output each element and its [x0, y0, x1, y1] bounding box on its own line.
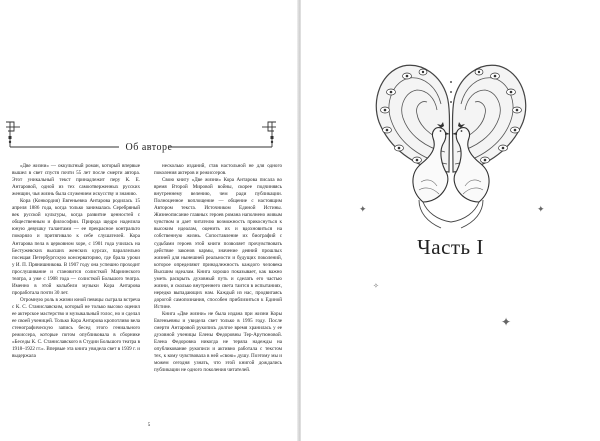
part-title: Часть I: [417, 235, 484, 259]
paragraph: «Две жизни» — оккультный роман, который впервые вышел в свет спустя почти 55 лет после смерти автора. Этот уникальный текст принадлежит перу К. Е. Антаровой, одной из тех самоотверженных русских женщин, чья жизнь была служением искусству и знанию.: [12, 163, 140, 198]
paragraph: Огромную роль в жизни юной певицы сыграла встреча с К. С. Станиславским, который не только высоко оценил ее актерское мастерство и музыкальный голос, но и сделал ее своей ученицей. Только Кора Антарова кропотливо вела стенографическую запись бесед этого гениального режиссера, которые потом опубликовала в сборнике «Беседы К. С. Станиславского в Студии Большого театра в 1918–1922 гг.». Впервые эта книга увидела свет в 1939 г. и выдержала: [12, 296, 140, 360]
section-title: Об авторе: [125, 142, 173, 153]
text-column-right: [154, 163, 282, 374]
text-column-left: [12, 163, 140, 360]
paragraph: Кора (Конкордия) Евгеньевна Антарова родилась 15 апреля 1886 года, когда только занималась Серебряный век русской культуры, когда развитие ценностей с общественным и философии. Природа щедро наделила юную девушку талантами — ее прекрасное контральто покоряло и притягивало к себе слушателей. Кора Антарова пела в церковном хоре, с 1901 года училась на Бестужевских высших женских курсах, параллельно посещая Петербургскую консерваторию, где брала уроки у И. П. Прянишникова. В 1907 году она успешно проходит прослушивание и становится солисткой Мариинского театра, а уже с 1908 года — солисткой Большого театра. Именно в этой колыбели музыки Кора Антарова проработала почти 30 лет.: [12, 198, 140, 296]
left-page: [0, 0, 298, 441]
paragraph: Книга «Две жизни» не была издана при жизни Коры Евгеньевны и увидела свет только в 1995 году. После смерти Антаровой рукопись долгое время хранилась у ее духовной ученицы Елены Федоровны Тер-Арутюновой. Елена Федоровна никогда не теряла надежды на опубликование рукописи и активно работала с текстом тех, к кому чувствовала в ней «свою» душу. Поэтому мы и можем сегодня узнать, что этой книгой дождались публикации не одного поколения читателей.: [154, 310, 282, 374]
right-page: [301, 0, 600, 441]
paragraph: несколько изданий, став настольной не для одного поколения актеров и режиссеров.: [154, 163, 282, 177]
star-icon: ✦: [359, 204, 367, 214]
page-number: 5: [147, 423, 151, 428]
star-icon: ✧: [373, 282, 379, 290]
paragraph: Свою книгу «Две жизни» Кора Антарова писала во время Второй Мировой войны, скорее подчиняясь внутреннему велению, чем ради публикации. Полноценное воплощение — общение с настоящим Автором текста. Источником Единой Истины. Жизнеописание главных героев романа наполнено живым чувством и дает читателю возможность прикоснуться к высоким идеалам, оценить их и вдохновиться на собственную жизнь. Сопоставление их биографий с судьбами героев этой книги позволяет прочувствовать действие законов кармы, значение деяний прошлых жизней для нынешней реальности и будущих поколений, которое определяют принадлежность каждого человека Высшим идеалам. Книга хорошо показывает, как важно уметь раскрыть духовный путь и сделать его частью жизни, и сколько внутреннего света таится в испытаниях, нередко выпадающих нам. Каждый из нас, продвигаясь дорогой самопознания, способен приблизиться к Единой Истине.: [154, 177, 282, 310]
peacocks-illustration: [361, 52, 541, 232]
star-icon: ✦: [537, 204, 545, 214]
star-icon: ✦: [501, 315, 512, 329]
